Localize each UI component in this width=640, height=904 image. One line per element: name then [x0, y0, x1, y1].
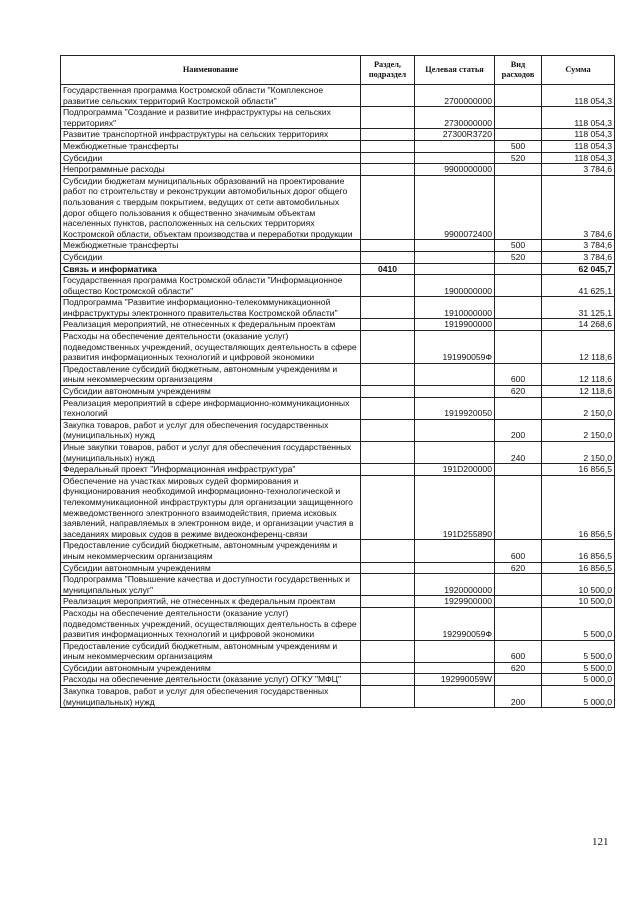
- cell-sum: 16 856,5: [542, 540, 615, 562]
- cell-kind: 500: [495, 140, 542, 152]
- cell-target: [415, 251, 495, 263]
- table-row: [61, 662, 615, 674]
- cell-kind: 200: [495, 686, 542, 708]
- cell-kind: 620: [495, 562, 542, 574]
- cell-sum: 5 000,0: [542, 686, 615, 708]
- cell-name: Субсидии: [61, 152, 361, 164]
- cell-target: [415, 540, 495, 562]
- cell-kind: [495, 475, 542, 540]
- cell-section: [361, 464, 415, 476]
- table-row: [61, 331, 615, 364]
- cell-sum: 118 054,3: [542, 140, 615, 152]
- cell-kind: 600: [495, 640, 542, 662]
- cell-target: [415, 662, 495, 674]
- cell-name: Закупка товаров, работ и услуг для обеспечения государственных (муниципальных) нужд: [61, 419, 361, 441]
- cell-sum: 3 784,6: [542, 164, 615, 176]
- budget-table-page: [60, 55, 614, 708]
- cell-section: [361, 442, 415, 464]
- cell-name: Расходы на обеспечение деятельности (оказание услуг) подведомственных учреждений, осуществляющих деятельность в сфере развития информационных технологий и цифровой экономики: [61, 331, 361, 364]
- cell-target: 1929900000: [415, 596, 495, 608]
- cell-sum: 10 500,0: [542, 574, 615, 596]
- cell-sum: 10 500,0: [542, 596, 615, 608]
- cell-section: [361, 419, 415, 441]
- cell-target: 191990059Ф: [415, 331, 495, 364]
- table-row: [61, 674, 615, 686]
- cell-kind: [495, 674, 542, 686]
- cell-name: Расходы на обеспечение деятельности (оказание услуг) ОГКУ "МФЦ": [61, 674, 361, 686]
- cell-sum: 3 784,6: [542, 251, 615, 263]
- table-row: [61, 107, 615, 129]
- cell-kind: [495, 107, 542, 129]
- cell-kind: 620: [495, 386, 542, 398]
- cell-target: [415, 640, 495, 662]
- header-sum: Сумма: [542, 56, 615, 85]
- cell-sum: 14 268,6: [542, 319, 615, 331]
- cell-sum: 3 784,6: [542, 175, 615, 240]
- cell-section: [361, 164, 415, 176]
- cell-section: [361, 363, 415, 385]
- cell-target: [415, 140, 495, 152]
- table-header-row: [61, 56, 615, 85]
- cell-target: 9900000000: [415, 164, 495, 176]
- table-row: [61, 251, 615, 263]
- table-row: [61, 607, 615, 640]
- cell-section: [361, 129, 415, 141]
- cell-name: Предоставление субсидий бюджетным, автономным учреждениям и иным некоммерческим организациям: [61, 640, 361, 662]
- cell-kind: [495, 175, 542, 240]
- cell-target: 192990059W: [415, 674, 495, 686]
- table-body: [61, 85, 615, 708]
- cell-kind: [495, 397, 542, 419]
- cell-section: [361, 674, 415, 686]
- cell-sum: 5 500,0: [542, 640, 615, 662]
- cell-sum: 2 150,0: [542, 419, 615, 441]
- cell-kind: [495, 319, 542, 331]
- cell-section: [361, 540, 415, 562]
- cell-name: Субсидии бюджетам муниципальных образований на проектирование работ по строительству и реконструкции автомобильных дорог общего пользования с твердым покрытием, ведущих от сети автомобильных дорог общего пользования к общественно значимым объектам населенных пунктов, расположенных на сельских территориях Костромской области, объектам производства и переработки продукции: [61, 175, 361, 240]
- cell-section: [361, 297, 415, 319]
- cell-section: [361, 275, 415, 297]
- cell-target: 2700000000: [415, 85, 495, 107]
- cell-name: Подпрограмма "Развитие информационно-телекоммуникационной инфраструктуры электронного правительства Костромской области": [61, 297, 361, 319]
- cell-kind: [495, 275, 542, 297]
- table-row: [61, 640, 615, 662]
- cell-target: [415, 263, 495, 275]
- table-row: [61, 152, 615, 164]
- cell-kind: 600: [495, 363, 542, 385]
- table-row: [61, 540, 615, 562]
- cell-sum: 2 150,0: [542, 397, 615, 419]
- table-row: [61, 686, 615, 708]
- cell-name: Субсидии автономным учреждениям: [61, 662, 361, 674]
- header-name: Наименование: [61, 56, 361, 85]
- cell-section: 0410: [361, 263, 415, 275]
- cell-name: Расходы на обеспечение деятельности (оказание услуг) подведомственных учреждений, осуществляющих деятельность в сфере развития информационных технологий и цифровой экономики: [61, 607, 361, 640]
- cell-sum: 62 045,7: [542, 263, 615, 275]
- cell-kind: 520: [495, 152, 542, 164]
- cell-section: [361, 319, 415, 331]
- budget-table: [60, 55, 615, 708]
- table-row: [61, 419, 615, 441]
- cell-name: Предоставление субсидий бюджетным, автономным учреждениям и иным некоммерческим организациям: [61, 540, 361, 562]
- cell-name: Подпрограмма "Создание и развитие инфраструктуры на сельских территориях": [61, 107, 361, 129]
- table-row: [61, 85, 615, 107]
- table-row: [61, 386, 615, 398]
- cell-section: [361, 85, 415, 107]
- cell-sum: 3 784,6: [542, 240, 615, 252]
- header-target: Целевая статья: [415, 56, 495, 85]
- cell-name: Предоставление субсидий бюджетным, автономным учреждениям и иным некоммерческим организациям: [61, 363, 361, 385]
- cell-target: 191D255890: [415, 475, 495, 540]
- cell-target: [415, 686, 495, 708]
- cell-section: [361, 240, 415, 252]
- cell-target: 191D200000: [415, 464, 495, 476]
- cell-section: [361, 175, 415, 240]
- header-kind: Вид расходов: [495, 56, 542, 85]
- cell-name: Связь и информатика: [61, 263, 361, 275]
- cell-target: 9900072400: [415, 175, 495, 240]
- cell-name: Субсидии: [61, 251, 361, 263]
- table-row: [61, 464, 615, 476]
- cell-section: [361, 386, 415, 398]
- table-row: [61, 240, 615, 252]
- cell-name: Реализация мероприятий, не отнесенных к федеральным проектам: [61, 319, 361, 331]
- cell-sum: 16 856,5: [542, 475, 615, 540]
- cell-sum: 16 856,5: [542, 464, 615, 476]
- cell-target: [415, 363, 495, 385]
- table-row: [61, 363, 615, 385]
- cell-sum: 16 856,5: [542, 562, 615, 574]
- cell-name: Государственная программа Костромской области "Комплексное развитие сельских территорий Костромской области": [61, 85, 361, 107]
- cell-sum: 41 625,1: [542, 275, 615, 297]
- cell-section: [361, 640, 415, 662]
- cell-name: Федеральный проект "Информационная инфраструктура": [61, 464, 361, 476]
- cell-target: 2730000000: [415, 107, 495, 129]
- cell-name: Межбюджетные трансферты: [61, 140, 361, 152]
- cell-sum: 118 054,3: [542, 152, 615, 164]
- cell-name: Субсидии автономным учреждениям: [61, 386, 361, 398]
- cell-kind: [495, 464, 542, 476]
- cell-kind: 520: [495, 251, 542, 263]
- table-row: [61, 129, 615, 141]
- cell-target: [415, 442, 495, 464]
- cell-sum: 31 125,1: [542, 297, 615, 319]
- table-row: [61, 164, 615, 176]
- cell-sum: 118 054,3: [542, 107, 615, 129]
- cell-kind: [495, 164, 542, 176]
- cell-target: 1919900000: [415, 319, 495, 331]
- cell-name: Реализация мероприятий в сфере информационно-коммуникационных технологий: [61, 397, 361, 419]
- cell-name: Государственная программа Костромской области "Информационное общество Костромской области": [61, 275, 361, 297]
- cell-target: [415, 419, 495, 441]
- cell-section: [361, 686, 415, 708]
- cell-section: [361, 140, 415, 152]
- page-number: 121: [592, 836, 609, 848]
- cell-kind: [495, 85, 542, 107]
- cell-sum: 12 118,6: [542, 363, 615, 385]
- cell-kind: [495, 574, 542, 596]
- cell-kind: [495, 607, 542, 640]
- cell-kind: [495, 331, 542, 364]
- cell-target: [415, 562, 495, 574]
- table-row: [61, 442, 615, 464]
- cell-section: [361, 475, 415, 540]
- table-row: [61, 140, 615, 152]
- cell-sum: 12 118,6: [542, 331, 615, 364]
- cell-kind: 240: [495, 442, 542, 464]
- cell-section: [361, 596, 415, 608]
- cell-section: [361, 331, 415, 364]
- cell-name: Подпрограмма "Повышение качества и доступности государственных и муниципальных услуг": [61, 574, 361, 596]
- cell-target: 1900000000: [415, 275, 495, 297]
- cell-name: Иные закупки товаров, работ и услуг для обеспечения государственных (муниципальных) нужд: [61, 442, 361, 464]
- cell-section: [361, 107, 415, 129]
- cell-sum: 5 000,0: [542, 674, 615, 686]
- table-row: [61, 397, 615, 419]
- cell-target: [415, 386, 495, 398]
- cell-target: 1910000000: [415, 297, 495, 319]
- table-row: [61, 297, 615, 319]
- cell-kind: 600: [495, 540, 542, 562]
- cell-section: [361, 574, 415, 596]
- cell-sum: 5 500,0: [542, 662, 615, 674]
- cell-kind: [495, 129, 542, 141]
- cell-name: Обеспечение на участках мировых судей формирования и функционирования необходимой информационно-технологической и телекоммуникационной инфраструктуры для организации защищенного межведомственного электронного взаимодействия, приема исковых заявлений, направляемых в электронном виде, и организации участия в заседаниях мировых судов в режиме видеоконференц-связи: [61, 475, 361, 540]
- cell-sum: 5 500,0: [542, 607, 615, 640]
- table-row: [61, 574, 615, 596]
- cell-sum: 118 054,3: [542, 85, 615, 107]
- cell-target: 1919920050: [415, 397, 495, 419]
- table-row: [61, 263, 615, 275]
- cell-target: 192990059Ф: [415, 607, 495, 640]
- cell-name: Реализация мероприятий, не отнесенных к федеральным проектам: [61, 596, 361, 608]
- cell-target: 1920000000: [415, 574, 495, 596]
- header-section: Раздел, подраздел: [361, 56, 415, 85]
- cell-section: [361, 662, 415, 674]
- cell-section: [361, 152, 415, 164]
- cell-name: Закупка товаров, работ и услуг для обеспечения государственных (муниципальных) нужд: [61, 686, 361, 708]
- cell-sum: 12 118,6: [542, 386, 615, 398]
- cell-target: 27300R3720: [415, 129, 495, 141]
- cell-section: [361, 251, 415, 263]
- cell-kind: [495, 596, 542, 608]
- table-row: [61, 319, 615, 331]
- cell-kind: 200: [495, 419, 542, 441]
- cell-section: [361, 397, 415, 419]
- cell-name: Непрограммные расходы: [61, 164, 361, 176]
- cell-section: [361, 607, 415, 640]
- cell-kind: [495, 263, 542, 275]
- cell-kind: [495, 297, 542, 319]
- cell-name: Межбюджетные трансферты: [61, 240, 361, 252]
- cell-kind: 620: [495, 662, 542, 674]
- cell-target: [415, 152, 495, 164]
- cell-sum: 2 150,0: [542, 442, 615, 464]
- table-row: [61, 475, 615, 540]
- cell-section: [361, 562, 415, 574]
- cell-target: [415, 240, 495, 252]
- cell-name: Развитие транспортной инфраструктуры на сельских территориях: [61, 129, 361, 141]
- cell-name: Субсидии автономным учреждениям: [61, 562, 361, 574]
- table-row: [61, 562, 615, 574]
- cell-kind: 500: [495, 240, 542, 252]
- table-row: [61, 275, 615, 297]
- table-row: [61, 175, 615, 240]
- cell-sum: 118 054,3: [542, 129, 615, 141]
- table-row: [61, 596, 615, 608]
